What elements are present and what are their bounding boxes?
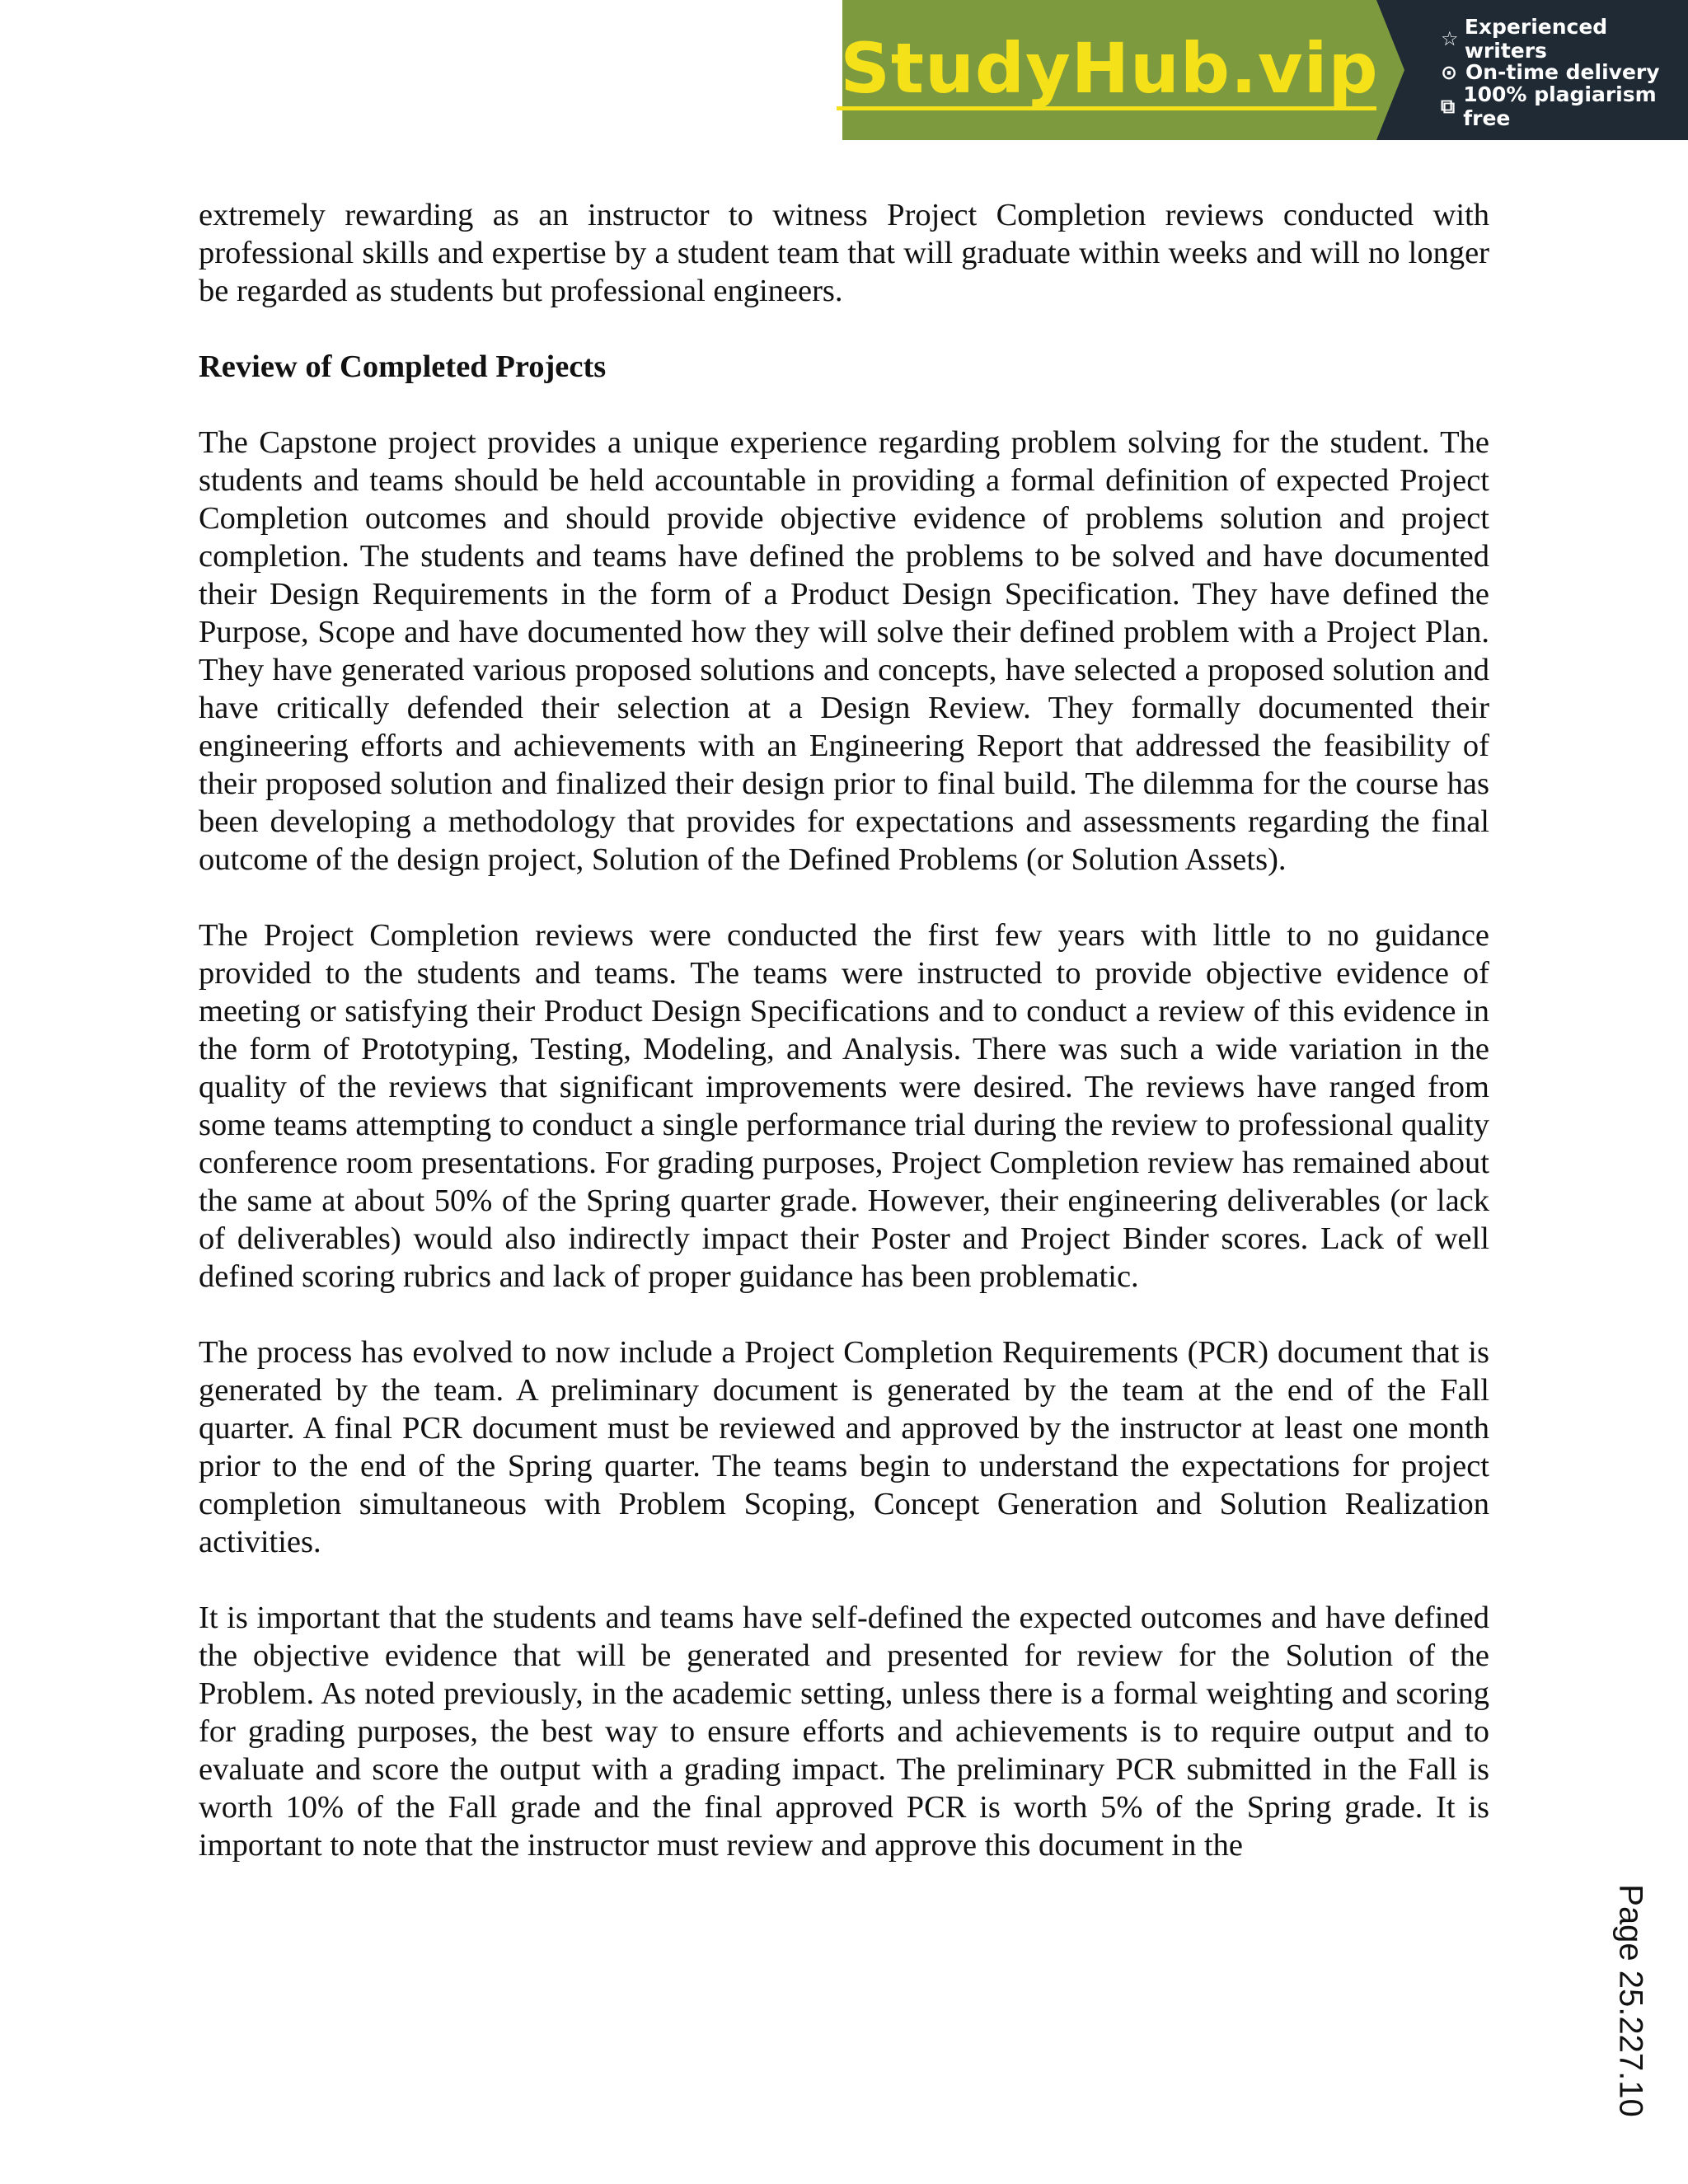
document-body bbox=[199, 196, 1489, 1902]
star-icon: ☆ bbox=[1441, 26, 1459, 50]
feature-label: 100% plagiarism free bbox=[1463, 82, 1657, 130]
feature-experienced-writers bbox=[1441, 14, 1688, 63]
feature-label: On-time delivery bbox=[1465, 60, 1660, 84]
banner-features bbox=[1376, 0, 1688, 140]
logo-text: StudyHub.vip bbox=[837, 30, 1381, 110]
copy-icon: ⧉ bbox=[1441, 94, 1456, 118]
feature-plagiarism-free bbox=[1441, 82, 1688, 130]
paragraph-1: The Capstone project provides a unique experience regarding problem solving for the student. The students and teams should be held accountable in providing a formal definition of expected Project Completion outcomes and should provide objective evidence of problems solution and project completion. The students and teams have defined the problems to be solved and have documented their Design Requirements in the form of a Product Design Specification. They have defined the Purpose, Scope and have documented how they will solve their defined problem with a Project Plan. They have generated various proposed solutions and concepts, have selected a proposed solution and have critically defended their selection at a Design Review. They formally documented their engineering efforts and achievements with an Engineering Report that addressed the feasibility of their proposed solution and finalized their design prior to final build. The dilemma for the course has been developing a methodology that provides for expectations and assessments regarding the final outcome of the design project, Solution of the Defined Problems (or Solution Assets). bbox=[199, 425, 1489, 877]
page-number-text: Page 25.227.10 bbox=[1612, 1883, 1649, 2117]
paragraph-4: It is important that the students and teams have self-defined the expected outcomes and have defined the objective evidence that will be generated and presented for review for the Solution of the Problem. As noted previously, in the academic setting, unless there is a formal weighting and scoring for grading purposes, the best way to ensure efforts and achievements is to require output and to evaluate and score the output with a grading impact. The preliminary PCR submitted in the Fall is worth 10% of the Fall grade and the final approved PCR is worth 5% of the Spring grade. It is important to note that the instructor must review and approve this document in the bbox=[199, 1601, 1489, 1863]
clock-icon: ⊙ bbox=[1441, 60, 1458, 84]
paragraph-2: The Project Completion reviews were conducted the first few years with little to no guidance provided to the students and teams. The teams were instructed to provide objective evidence of meeting or satisfying their Product Design Specifications and to conduct a review of this evidence in the form of Prototyping, Testing, Modeling, and Analysis. There was such a wide variation in the quality of the reviews that significant improvements were desired. The reviews have ranged from some teams attempting to conduct a single performance trial during the review to professional quality conference room presentations. For grading purposes, Project Completion review has remained about the same at about 50% of the Spring quarter grade. However, their engineering deliverables (or lack of deliverables) would also indirectly impact their Poster and Project Binder scores. Lack of well defined scoring rubrics and lack of proper guidance has been problematic. bbox=[199, 918, 1489, 1294]
studyhub-banner[interactable] bbox=[842, 0, 1688, 140]
feature-label: Experienced writers bbox=[1464, 14, 1608, 63]
page-number bbox=[1614, 1881, 1647, 2120]
paragraph-intro: extremely rewarding as an instructor to witness Project Completion reviews conducted with professional skills and expertise by a student team that will graduate within weeks and will no longer be regarded as students but professional engineers. bbox=[199, 198, 1489, 308]
section-heading: Review of Completed Projects bbox=[199, 349, 607, 384]
studyhub-logo[interactable] bbox=[840, 0, 1379, 140]
paragraph-3: The process has evolved to now include a Project Completion Requirements (PCR) document that is generated by the team. A preliminary document is generated by the team at the end of the Fall quarter. A final PCR document must be reviewed and approved by the instructor at least one month prior to the end of the Spring quarter. The teams begin to understand the expectations for project completion simultaneous with Problem Scoping, Concept Generation and Solution Realization activities. bbox=[199, 1335, 1489, 1559]
